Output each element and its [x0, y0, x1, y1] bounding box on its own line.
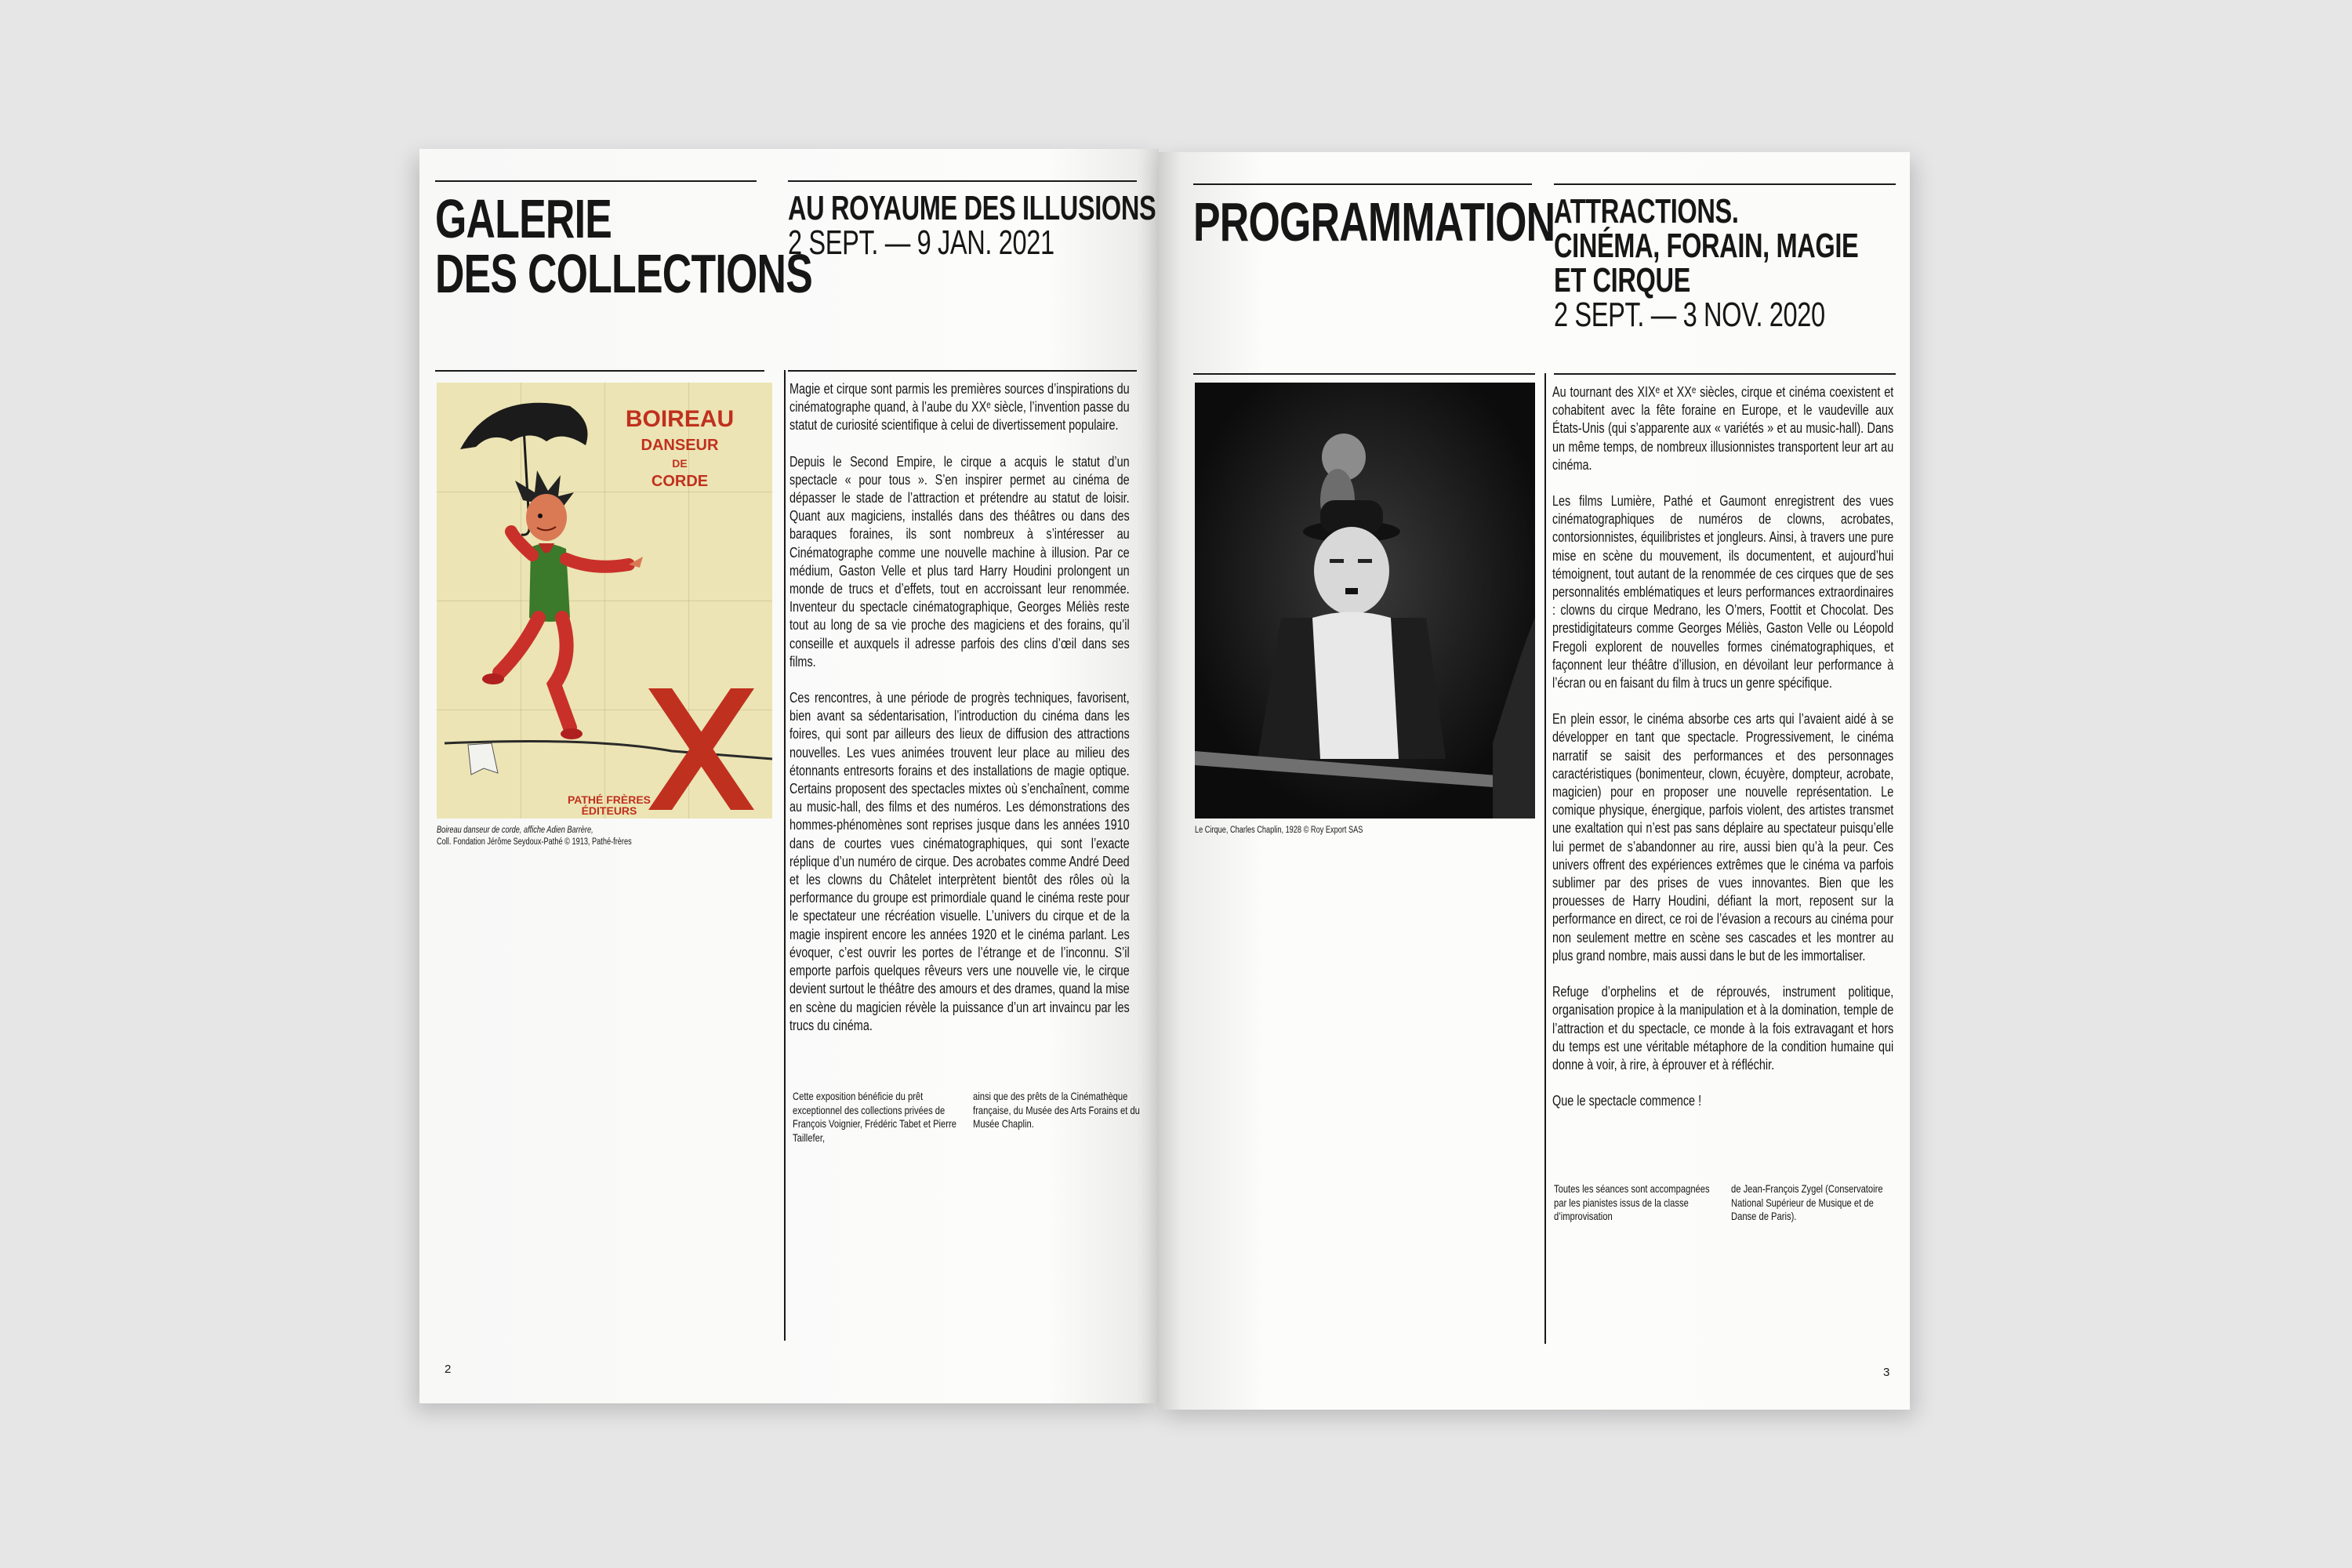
- right-page: [1159, 152, 1910, 1410]
- cycle-title-block: [1554, 194, 1858, 332]
- content-rule: [788, 370, 1137, 372]
- section-heading: PROGRAMMATION: [1193, 191, 1555, 252]
- header-rule: [1193, 183, 1532, 185]
- programme-text: [1552, 383, 1893, 1127]
- cycle-title: CINÉMA, FORAIN, MAGIE: [1554, 227, 1859, 265]
- header-rule: [788, 180, 1137, 182]
- photo-illustration: [1195, 383, 1535, 818]
- left-page: [419, 149, 1159, 1403]
- caption-line: Coll. Fondation Jérôme Seydoux-Pathé © 1913, Pathé-frères: [437, 837, 632, 847]
- caption-line: Boireau danseur de corde, affiche Adien Barrère,: [437, 826, 593, 835]
- poster-subtitle: DE: [672, 457, 688, 470]
- paragraph: Magie et cirque sont parmis les premières sources d’inspirations du cinématographe quand, à l’aube du XXᵉ siècle, l’invention passe du statut de curiosité scientifique à celui de divertissement populaire.: [789, 380, 1130, 434]
- exhibit-text: [789, 379, 1130, 1052]
- poster-subtitle: DANSEUR: [641, 437, 719, 454]
- screening-note: Toutes les séances sont accompagnées par les pianistes issus de la classe d’improvisation: [1554, 1182, 1710, 1222]
- page-number: 2: [445, 1363, 452, 1376]
- exhibit-title: AU ROYAUME DES ILLUSIONS: [788, 189, 1156, 227]
- paragraph: Depuis le Second Empire, le cirque a acquis le statut d’un spectacle « pour tous ». S’en inspirer permet au cinéma de dépasser le stade de l’attraction et prétendre au statut de loisir. Quant aux magiciens, installés dans des théâtres ou dans des baraques foraines, ils sont nombreux à s’intéresser au Cinématographe comme une nouvelle machine à illusion. Par ce médium, Gaston Velle et plus tard Harry Houdini prolongent un monde de trucs et d’effets, tout en accroissant leur renommée. Inventeur du spectacle cinématographique, Georges Méliès reste tout au long de sa vie proche des magiciens et des forains, qu’il conseille et auxquels il adresse parfois des clins d’œil dans ses films.: [789, 452, 1130, 670]
- content-rule: [1554, 373, 1896, 375]
- paragraph: Ces rencontres, à une période de progrès techniques, favorisent, bien avant sa sédentarisation, l’introduction du cinéma dans les foires, qui sont par ailleurs des lieux de diffusion des attractions nouvelles. Les vues animées trouvent leur place au milieu des étonnants entresorts forains et des installations de magie optique. Certains proposent des spectacles mixtes où s’enchaînent, comme au music-hall, des films et des numéros. Les démonstrations des hommes-phénomènes sont reprises jusque dans les années 1910 dans de courtes vues cinématographiques, qui sont l’exacte réplique d’un numéro de cirque. Des acrobates comme André Deed et les clowns du Châtelet interprètent bientôt des rôles où la performance du groupe est primordiale quand le cinéma reste pour le spectateur une récréation visuelle. L’univers du cirque et de la magie inspirent encore les années 1920 et le cinéma parlant. Les évoquer, c’est ouvrir les portes de l’étrange et de l’inconnu. S’il emporte parfois quelques rêveurs vers une nouvelle vie, le cirque devient surtout le théâtre des amours et des drames, quand la mise en scène du magicien révèle la puissance d’un art invaincu par les trucs du cinéma.: [789, 689, 1130, 1033]
- content-rule: [1193, 373, 1535, 375]
- chaplin-photo: [1195, 383, 1535, 818]
- poster-publisher: PATHÉ FRÈRES ÉDITEURS: [567, 793, 652, 817]
- header-rule: [1554, 183, 1896, 185]
- content-rule: [435, 370, 764, 372]
- screening-note: de Jean-François Zygel (Conservatoire National Supérieur de Musique et de Danse de Paris).: [1731, 1182, 1883, 1222]
- loan-note: ainsi que des prêts de la Cinémathèque française, du Musée des Arts Forains et du Musée Chaplin.: [973, 1090, 1140, 1130]
- poster-subtitle: CORDE: [651, 473, 709, 490]
- paragraph: Au tournant des XIXᵉ et XXᵉ siècles, cirque et cinéma coexistent et cohabitent avec la fête foraine en Europe, et le vaudeville aux États-Unis (qui s’apparente aux « variétés » et au music-hall). Dans un même temps, de nombreux illusionnistes transportent leur art au cinéma.: [1552, 383, 1894, 473]
- header-rule: [435, 180, 757, 182]
- column-rule: [1544, 373, 1546, 1344]
- exhibit-dates: 2 SEPT. — 9 JAN. 2021: [788, 223, 1054, 262]
- page-number: 3: [1883, 1366, 1890, 1379]
- cycle-dates: 2 SEPT. — 3 NOV. 2020: [1554, 296, 1825, 334]
- heading-line: GALERIE: [435, 188, 612, 249]
- section-heading: [435, 188, 813, 304]
- paragraph: Refuge d’orphelins et de réprouvés, instrument politique, organisation propice à la manipulation et à la domination, temple de l’attraction et du spectacle, ce monde à la fois extravagant et hors du temps est une véritable métaphore de la condition humaine qui donne à voir, à rire, à éprouver et à réfléchir.: [1552, 983, 1894, 1073]
- cycle-title: ET CIRQUE: [1554, 261, 1690, 299]
- boireau-poster: [437, 383, 772, 818]
- exhibit-title-block: [788, 191, 1156, 260]
- paragraph: Les films Lumière, Pathé et Gaumont enregistrent des vues cinématographiques de numéros de clowns, acrobates, contorsionnistes, équilibristes et jongleurs. Ainsi, à travers une pure mise en scène du mouvement, ils documentent, et aujourd’hui témoignent, tout autant de la renommée de ces cirques que de ses personnalités emblématiques et leurs performances extraordinaires : clowns du cirque Medrano, les O’mers, Foottit et Chocolat. Des prestidigitateurs comme Georges Méliès, Gaston Velle ou Léopold Fregoli explorent de nouvelles formes cinématographiques, et façonnent leur théâtre d’illusion, en dévoilant leur performance à l’écran ou en faisant du film à trucs un genre spécifique.: [1552, 492, 1894, 691]
- cycle-title: ATTRACTIONS.: [1554, 192, 1739, 230]
- paragraph: Que le spectacle commence !: [1552, 1092, 1702, 1109]
- column-rule: [784, 370, 786, 1341]
- loan-note: Cette exposition bénéficie du prêt exceptionnel des collections privées de François Voignier, Frédéric Tabet et Pierre Taillefer,: [793, 1090, 956, 1144]
- poster-title: BOIREAU: [625, 406, 735, 432]
- poster-caption: [437, 825, 632, 848]
- paragraph: En plein essor, le cinéma absorbe ces arts qui l’avaient aidé à se développer en tant que spectacle. Progressivement, le cinéma narratif se saisit des performances et des personnages caractéristiques (bonimenteur, clown, écuyère, dompteur, acrobate, magicien) pour en proposer une nouvelle représentation. Le comique physique, énergique, parfois violent, des artistes transmet une exaltation qui n’est pas sans déplaire au spectateur puisqu’elle lui permet de s’abandonner au rire, aussi bien qu’à la peur. Ces univers offrent des expériences extrêmes que le cinéma va parfois sublimer par des prises de vues innovantes. Bien que les prouesses de Harry Houdini, défiant la mort, reposent sur la performance en direct, ce roi de l’évasion a recours au cinéma pour non seulement mettre en scène ses cascades et les montrer au plus grand nombre, mais aussi dans le but de les immortaliser.: [1552, 710, 1894, 964]
- heading-line: DES COLLECTIONS: [435, 243, 813, 304]
- photo-caption: Le Cirque, Charles Chaplin, 1928 © Roy Export SAS: [1195, 826, 1363, 835]
